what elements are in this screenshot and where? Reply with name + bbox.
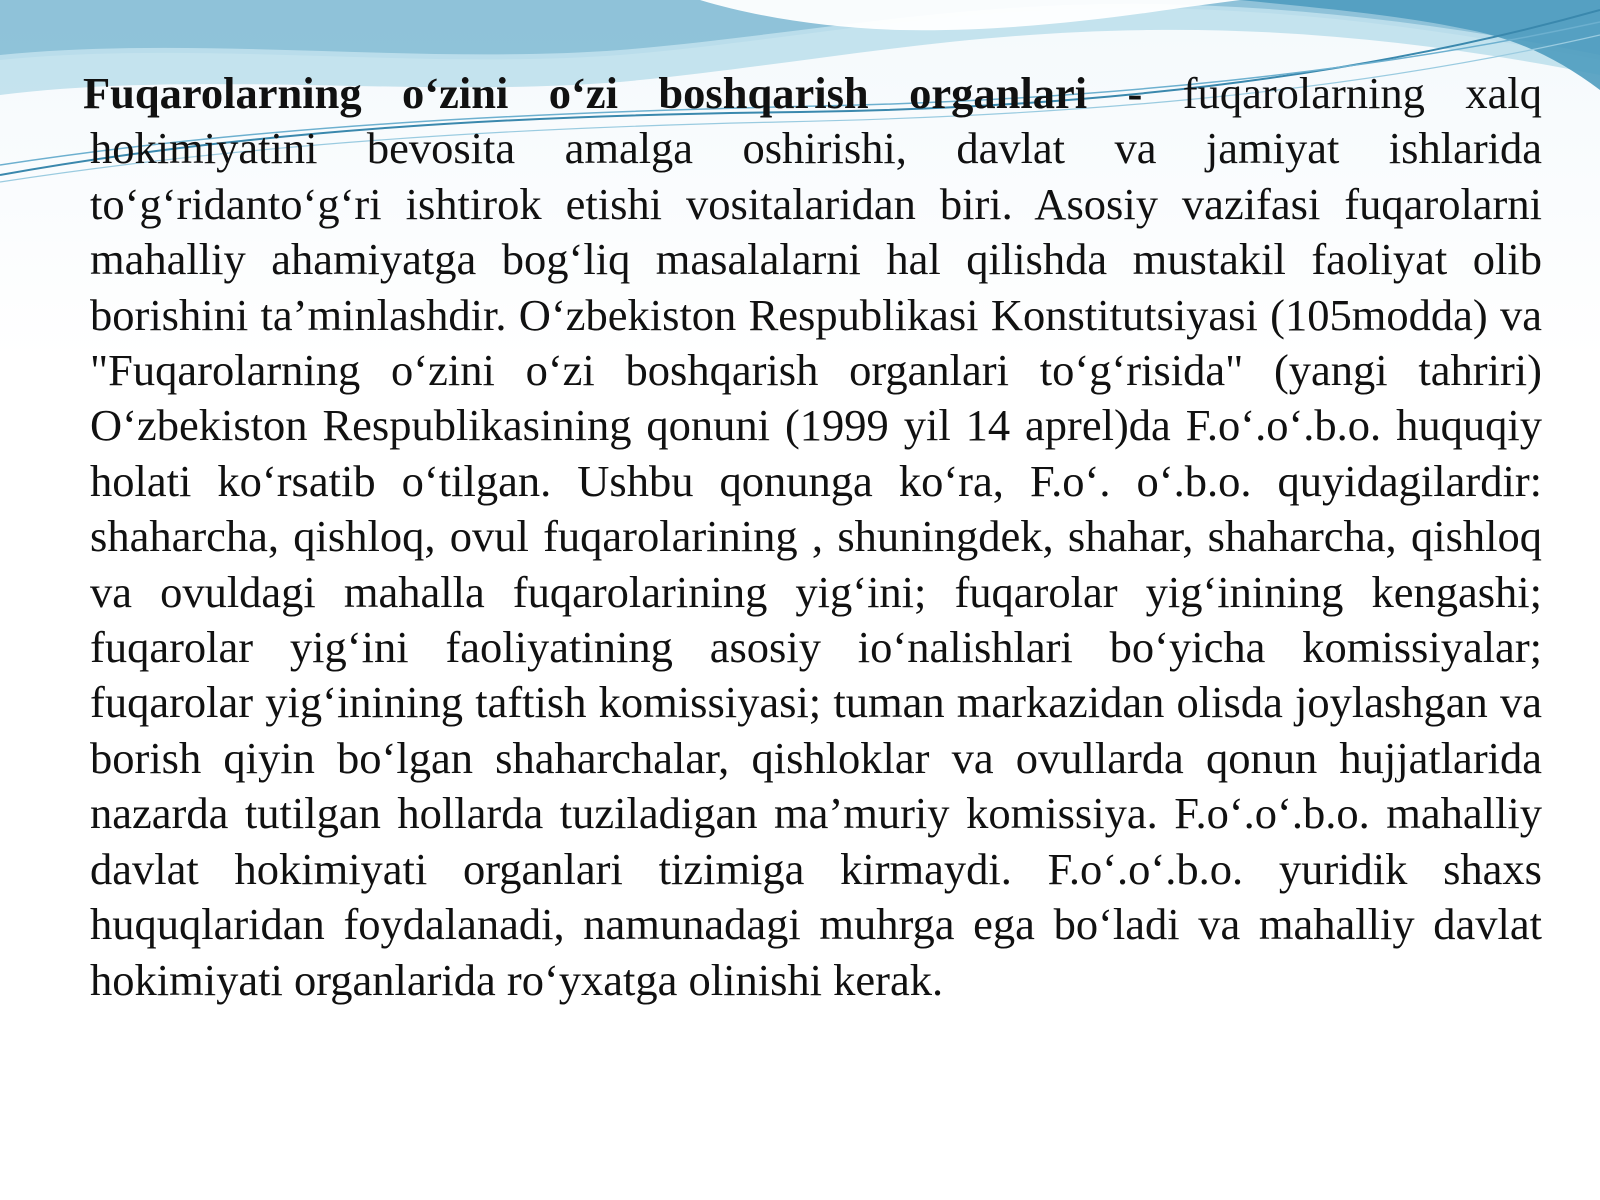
- term-heading: Fuqarolarning o‘zini o‘zi boshqarish organlari -: [83, 68, 1143, 118]
- slide-body-text: [83, 66, 1542, 1008]
- term-definition: fuqarolarning xalq hokimiyatini bevosita amalga oshirishi, davlat va jamiyat ishlarida to‘g‘ridanto‘g‘ri ishtirok etishi vositalaridan biri. Asosiy vazifasi fuqarolarni mahalliy ahamiyatga bog‘liq masalalarni hal qilishda mustakil faoliyat olib borishini ta’minlashdir. O‘zbekiston Respublikasi Konstitutsiyasi (105modda) va "Fuqarolarning o‘zini o‘zi boshqarish organlari to‘g‘risida" (yangi tahriri) O‘zbekiston Respublikasining qonuni (1999 yil 14 aprel)da F.o‘.o‘.b.o. huquqiy holati ko‘rsatib o‘tilgan. Ushbu qonunga ko‘ra, F.o‘. o‘.b.o. quyidagilardir: shaharcha, qishloq, ovul fuqarolarining , shuningdek, shahar, shaharcha, qishloq va ovuldagi mahalla fuqarolarining yig‘ini; fuqarolar yig‘inining kengashi; fuqarolar yig‘ini faoliyatining asosiy io‘nalishlari bo‘yicha komissiyalar; fuqarolar yig‘inining taftish komissiyasi; tuman markazidan olisda joylashgan va borish qiyin bo‘lgan shaharchalar, qishloklar va ovullarda qonun hujjatlarida nazarda tutilgan hollarda tuziladigan ma’muriy komissiya. F.o‘.o‘.b.o. mahalliy davlat hokimiyati organlari tizimiga kirmaydi. F.o‘.o‘.b.o. yuridik shaxs huquqlaridan foydalanadi, namunadagi muhrga ega bo‘ladi va mahalliy davlat hokimiyati organlarida ro‘yxatga olinishi kerak.: [90, 68, 1542, 1005]
